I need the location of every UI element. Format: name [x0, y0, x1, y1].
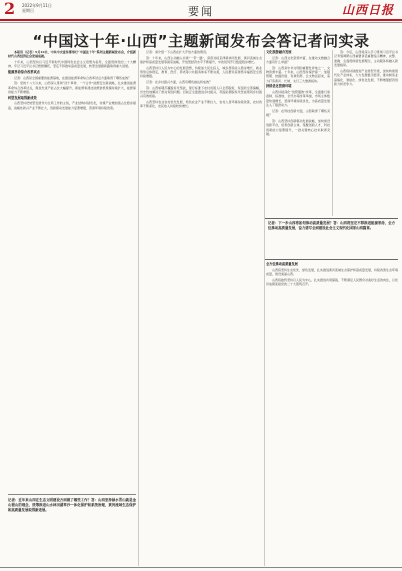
paragraph: 山西坚持把转型发展作为全局工作的主线，产业结构持续优化，非煤产业增加值占比稳步提高，战略性新兴产业不断壮大，创新驱动发展能力显著增强，营商环境持续改善。	[8, 101, 136, 110]
subheading: 转型发展取得新成效	[8, 95, 37, 100]
paragraph: 山西坚持以人民为中心的发展思想，持续加大民生投入，城乡居民收入稳步增长，就业形势总体稳定，教育、医疗、养老等公共服务体系不断完善，人民群众获得感幸福感安全感持续增强。	[140, 65, 262, 79]
column-divider	[264, 50, 265, 566]
text-column-3-4-bottom	[266, 262, 398, 566]
section-title: 要闻	[188, 5, 214, 18]
text-column-1	[8, 50, 136, 490]
paragraph: 山西将持续推进产业转型升级，加快构建现代化产业体系，大力发展数字经济，推动制造业高端化、智能化、绿色化发展，不断增强经济创新力和竞争力。	[334, 68, 398, 87]
paragraph: 记者：在乡村振兴方面，山西有哪些做法和成效？	[146, 80, 213, 84]
paragraph: 记者：在科技创新方面，山西取得了哪些突破？	[266, 108, 330, 118]
paragraph: 记者：请介绍一下山西在扩大开放方面的情况。	[146, 50, 210, 54]
subheading: 文化旅游融合发展	[266, 50, 292, 54]
paragraph: 山西将坚持生态优先、绿色发展，扎实推进黄河流域生态保护和高质量发展，持续改善生态环境质量，建设美丽山西。	[266, 267, 398, 276]
paragraph: 山西坚持农业农村优先发展，特色农业产业不断壮大，农村人居环境持续改善，农村改革不断深化，农民收入持续较快增长。	[140, 100, 262, 109]
newspaper-masthead: 山西日报	[341, 3, 394, 17]
qa-box-right	[265, 218, 398, 260]
text-column-3	[266, 50, 330, 216]
paragraph: 答：党的十八大以来，山西深入贯彻“四个革命、一个合作”能源安全新战略，扎实推进能源革命综合改革试点，煤炭先进产能占比大幅提升，新能源和清洁能源装机规模持续扩大，能源保供能力不断增强。	[8, 81, 136, 94]
qa-box-text: 记者：下一步山西将如何推动高质量发展？答：山西将坚定不移推进能源革命，全方位推动高质量发展，奋力谱写全面建设社会主义现代化国家山西篇章。	[268, 221, 395, 230]
article-headline: “中国这十年·山西”主题新闻发布会答记者问实录	[32, 32, 370, 50]
paragraph: 答：山西如期打赢脱贫攻坚战，现行标准下农村贫困人口全部脱贫，贫困县全部摘帽，历史性地解决了绝对贫困问题。目前正全面推进乡村振兴，巩固拓展脱贫攻坚成果同乡村振兴有效衔接。	[140, 85, 262, 99]
text-column-4-top	[334, 50, 398, 216]
paragraph: 山西持续深化“放管服效”改革，全面推行承诺制、标准地、全代办等改革举措，市场主体数量快速增长，营商环境持续优化，为高质量发展注入了强劲动力。	[266, 90, 330, 108]
page-number: 2	[4, 0, 16, 18]
text-column-2	[140, 50, 262, 566]
paragraph: 记者：山西文化资源丰富，在推动文旅融合方面有什么举措？	[266, 55, 330, 64]
column-divider	[332, 50, 333, 216]
issue-date: 2022年9月11日 星期日	[22, 3, 52, 13]
paragraph: 答：今后，山西将深入学习贯彻习近平总书记考察调研山西重要讲话重要指示精神，完整、准确、全面贯彻新发展理念，主动服务和融入新发展格局。	[334, 50, 398, 68]
header-thin-rule	[0, 22, 402, 23]
paragraph: 记者：山西是全国重要的能源基地，在推进能源革命综合改革试点方面取得了哪些成效？	[14, 75, 132, 80]
page-header	[0, 0, 402, 20]
paragraph: 答：山西是中华文明的重要发祥地之一，文物资源丰富。十年来，山西坚持保护第一、加强管理、挖掘价值、有效利用、让文物活起来，着力打造黄河、长城、太行三大旅游板块。	[266, 65, 330, 83]
paragraph: 十年来，山西坚持以习近平新时代中国特色社会主义思想为指导，全面贯彻党的二十大精神，牢记习近平总书记殷殷嘱托，坚定不移推动高质量发展，转型发展蹚新路取得重大进展。	[8, 60, 136, 69]
paragraph: 答：山西坚持创新驱动发展战略，加快建设创新平台，培育创新主体，集聚创新人才，科技创新能力显著提升，一批关键核心技术取得突破。	[266, 118, 330, 137]
article-lead: 本报讯（记者）9月10日，中共中央宣传部举行“中国这十年”系列主题新闻发布会，介绍新时代山西经济社会发展成就。	[8, 50, 136, 59]
footer-rule	[0, 567, 402, 568]
subheading: 持续优化营商环境	[266, 84, 292, 89]
header-rule	[0, 19, 402, 21]
subheading: 全方位推动高质量发展	[266, 262, 298, 266]
subheading: 能源革命综合改革试点	[8, 70, 40, 74]
column-divider	[138, 50, 139, 566]
paragraph: 山西将始终坚持以人民为中心，扎实推进共同富裕，不断满足人民群众对美好生活的向往，以优异成绩迎接党的二十大胜利召开。	[266, 277, 398, 286]
qa-box-left: 记者：近年来山西在生态文明建设方面做了哪些工作？答：山西坚持绿水青山就是金山银山的理念，统筹推进山水林田湖草沙一体化保护和系统治理，黄河流域生态保护和高质量发展取得新进展。	[8, 494, 136, 538]
paragraph: 答：十年来，山西主动融入共建“一带一路”，深度对接京津冀协同发展、黄河流域生态保护和高质量发展等国家战略，开放型经济水平不断提升，中欧班列开行数量稳步增长。	[140, 55, 262, 64]
